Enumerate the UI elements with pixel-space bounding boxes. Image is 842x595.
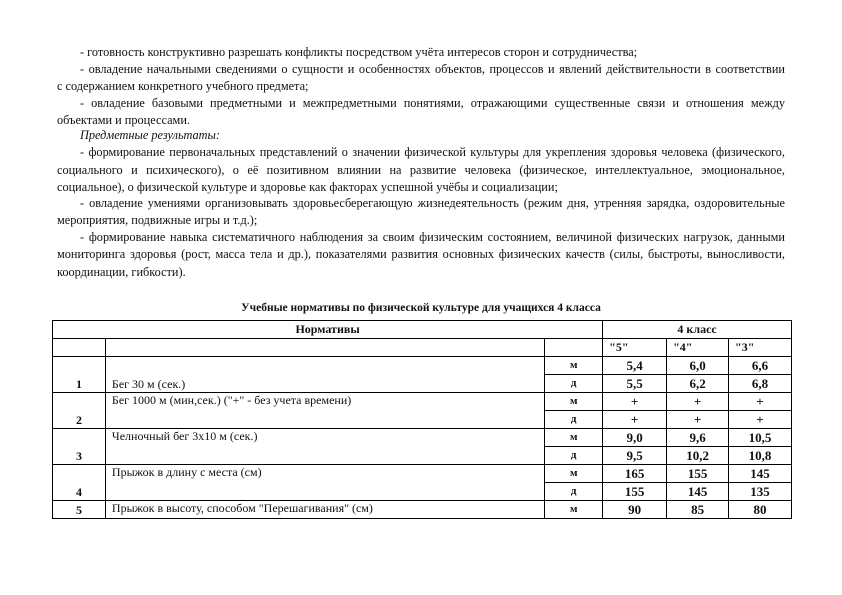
- norm-value: 9,0: [603, 429, 667, 447]
- row-number: 3: [53, 429, 106, 465]
- text-line: - готовность конструктивно разрешать конфликты посредством учёта интересов сторон и сотрудничества;: [80, 45, 638, 59]
- sex-girls: д: [545, 375, 603, 393]
- norm-value: 6,6: [729, 357, 792, 375]
- norm-value: 5,5: [603, 375, 667, 393]
- row-number: 4: [53, 465, 106, 501]
- norm-value: 165: [603, 465, 667, 483]
- sex-boys: м: [545, 393, 603, 411]
- norm-value: 10,2: [667, 447, 729, 465]
- norm-value: 9,5: [603, 447, 667, 465]
- header-row: [53, 321, 792, 339]
- text-line: координации, гибкости).: [57, 265, 186, 279]
- sex-boys: м: [545, 357, 603, 375]
- text-line: мониторинга здоровья (рост, масса тела и др.), показателями развития основных физических качеств (силы, быстроты, выносливости,: [57, 247, 785, 261]
- table-row: [53, 429, 792, 447]
- table-row: [53, 393, 792, 411]
- table-title: Учебные нормативы по физической культуре для учащихся 4 класса: [241, 302, 601, 314]
- text-line: - овладение базовыми предметными и межпредметными понятиями, отражающими существенные связи и отношения между: [80, 96, 785, 110]
- text-line: - овладение начальными сведениями о сущности и особенностях объектов, процессов и явлений действительности в соответствии: [80, 62, 785, 76]
- norm-value: 5,4: [603, 357, 667, 375]
- norm-value: 6,0: [667, 357, 729, 375]
- grade-5: "5": [603, 339, 667, 357]
- sex-girls: д: [545, 483, 603, 501]
- text-line: - формирование навыка систематичного наблюдения за своим физическим состоянием, величиной физических нагрузок, данными: [80, 230, 785, 244]
- exercise-name: Прыжок в высоту, способом "Перешагивания" (см): [105, 501, 544, 519]
- norm-value: +: [603, 411, 667, 429]
- grade-3: "3": [729, 339, 792, 357]
- sex-girls: д: [545, 447, 603, 465]
- header-class: 4 класс: [603, 321, 792, 339]
- text-line: с содержанием конкретного учебного предмета;: [57, 79, 309, 93]
- norm-value: 80: [729, 501, 792, 519]
- exercise-name: Прыжок в длину с места (см): [105, 465, 544, 501]
- norm-value: 135: [729, 483, 792, 501]
- norm-value: 85: [667, 501, 729, 519]
- grade-4: "4": [667, 339, 729, 357]
- norm-value: +: [729, 411, 792, 429]
- text-line: объектами и процессами.: [57, 113, 190, 127]
- sex-girls: д: [545, 411, 603, 429]
- text-line: мероприятия, подвижные игры и т.д.);: [57, 213, 258, 227]
- norm-value: 155: [603, 483, 667, 501]
- sex-boys: м: [545, 429, 603, 447]
- text-line: социальное), о физической культуре и здоровье как факторах успешной учёбы и социализации;: [57, 180, 558, 194]
- text-line: - формирование первоначальных представлений о значении физической культуры для укрепления здоровья человека (физического,: [80, 145, 785, 159]
- table-row: [53, 465, 792, 483]
- exercise-name: Бег 30 м (сек.): [105, 357, 544, 393]
- norm-value: 9,6: [667, 429, 729, 447]
- section-heading: Предметные результаты:: [80, 128, 220, 142]
- norm-value: 10,8: [729, 447, 792, 465]
- norms-table: [52, 320, 792, 519]
- norm-value: 145: [667, 483, 729, 501]
- norm-value: 155: [667, 465, 729, 483]
- exercise-name: Челночный бег 3х10 м (сек.): [105, 429, 544, 465]
- text-line: - овладение умениями организовывать здоровьесберегающую жизнедеятельность (режим дня, утренняя зарядка, оздоровительные: [80, 196, 785, 210]
- norm-value: +: [729, 393, 792, 411]
- norm-value: 10,5: [729, 429, 792, 447]
- norm-value: 6,2: [667, 375, 729, 393]
- norm-value: +: [603, 393, 667, 411]
- sex-boys: м: [545, 501, 603, 519]
- header-norms: Нормативы: [53, 321, 603, 339]
- norm-value: +: [667, 411, 729, 429]
- table-row: [53, 357, 792, 375]
- sex-boys: м: [545, 465, 603, 483]
- row-number: 1: [53, 357, 106, 393]
- row-number: 5: [53, 501, 106, 519]
- exercise-name: Бег 1000 м (мин,сек.) ("+" - без учета времени): [105, 393, 544, 429]
- table-row: [53, 501, 792, 519]
- grades-row: [53, 339, 792, 357]
- norm-value: 6,8: [729, 375, 792, 393]
- text-line: социального и психического), о её позитивном влиянии на развитие человека (физическое, интеллектуальное, эмоциональное,: [57, 163, 785, 177]
- norm-value: +: [667, 393, 729, 411]
- norm-value: 145: [729, 465, 792, 483]
- row-number: 2: [53, 393, 106, 429]
- norm-value: 90: [603, 501, 667, 519]
